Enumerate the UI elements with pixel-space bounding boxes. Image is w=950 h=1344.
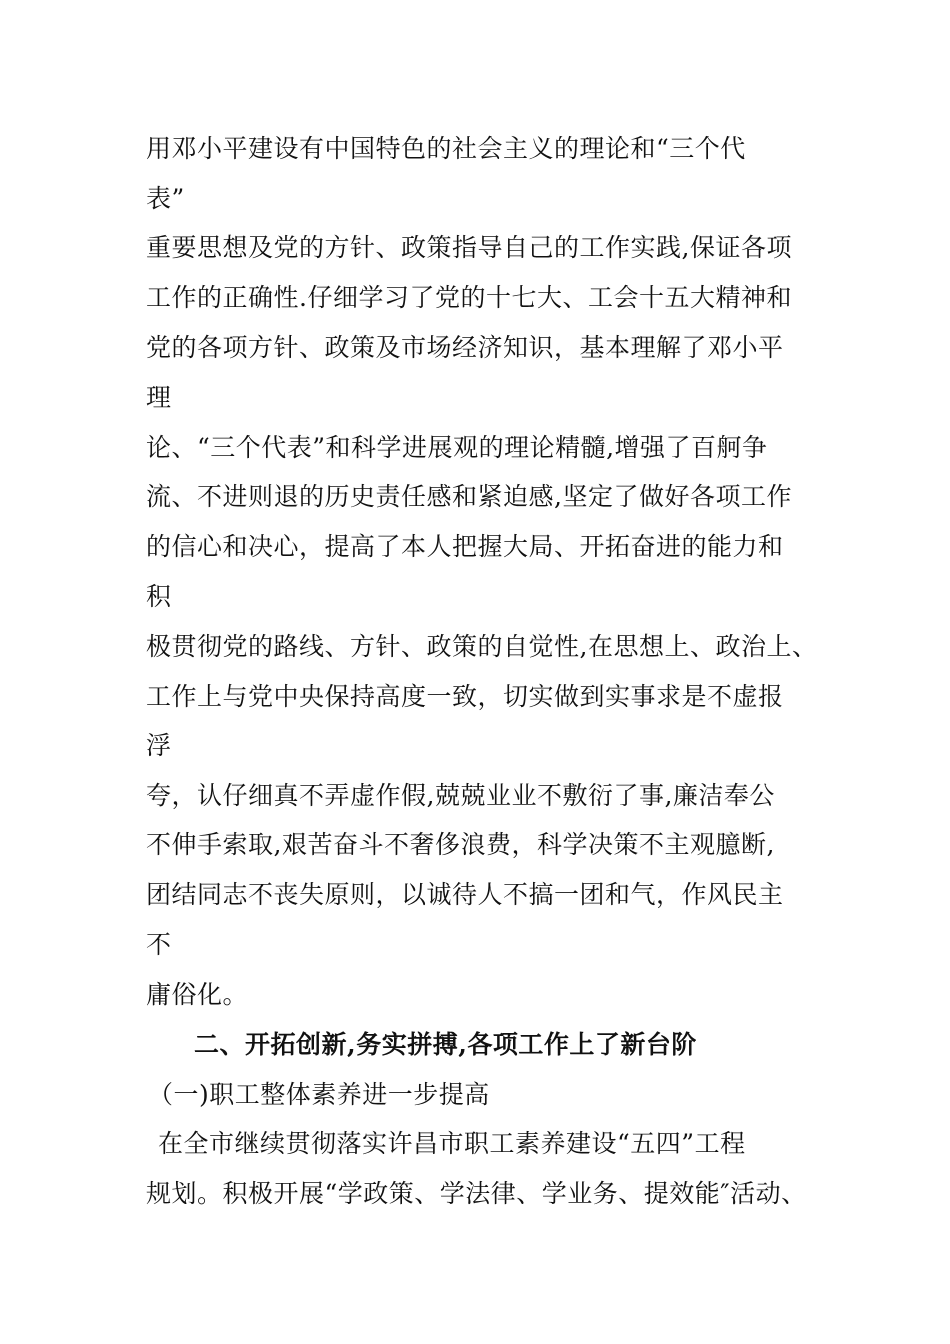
body-line: 重要思想及党的方针、政策指导自己的工作实践,保证各项 xyxy=(146,233,792,262)
body-line: 表” xyxy=(146,184,185,213)
body-line: 规划。积极开展“学政策、学法律、学业务、提效能″活动、 xyxy=(146,1179,807,1208)
body-line: 论、“三个代表”和科学进展观的理论精髓,增强了百舸争 xyxy=(146,433,768,462)
body-line: 极贯彻党的路线、方针、政策的自觉性,在思想上、政治上、 xyxy=(146,632,818,661)
body-line: 党的各项方针、政策及市场经济知识，基本理解了邓小平 xyxy=(146,333,784,362)
body-line: 不 xyxy=(146,930,172,959)
subsection-heading: （一)职工整体素养进一步提高 xyxy=(148,1080,490,1109)
section-heading: 二、开拓创新,务实拼搏,各项工作上了新台阶 xyxy=(194,1030,697,1059)
body-line: 流、不进则退的历史责任感和紧迫感,坚定了做好各项工作 xyxy=(146,482,792,511)
body-line: 团结同志不丧失原则，以诚待人不搞一团和气，作风民主 xyxy=(146,880,784,909)
body-line: 工作上与党中央保持高度一致，切实做到实事求是不虚报 xyxy=(146,682,784,711)
body-line: 工作的正确性.仔细学习了党的十七大、工会十五大精神和 xyxy=(146,283,792,312)
body-line: 的信心和决心，提高了本人把握大局、开拓奋进的能力和 xyxy=(146,532,784,561)
body-line: 理 xyxy=(146,383,172,412)
body-line: 用邓小平建设有中国特色的社会主义的理论和“三个代 xyxy=(146,134,746,163)
body-line: 浮 xyxy=(146,731,172,760)
body-line: 在全市继续贯彻落实许昌市职工素养建设“五四”工程 xyxy=(158,1129,746,1158)
body-line: 夸，认仔细真不弄虚作假,兢兢业业不敷衍了事,廉洁奉公 xyxy=(146,781,775,810)
body-line: 积 xyxy=(146,582,172,611)
body-line: 不伸手索取,艰苦奋斗不奢侈浪费，科学决策不主观臆断, xyxy=(146,830,775,859)
body-line: 庸俗化。 xyxy=(146,980,249,1009)
